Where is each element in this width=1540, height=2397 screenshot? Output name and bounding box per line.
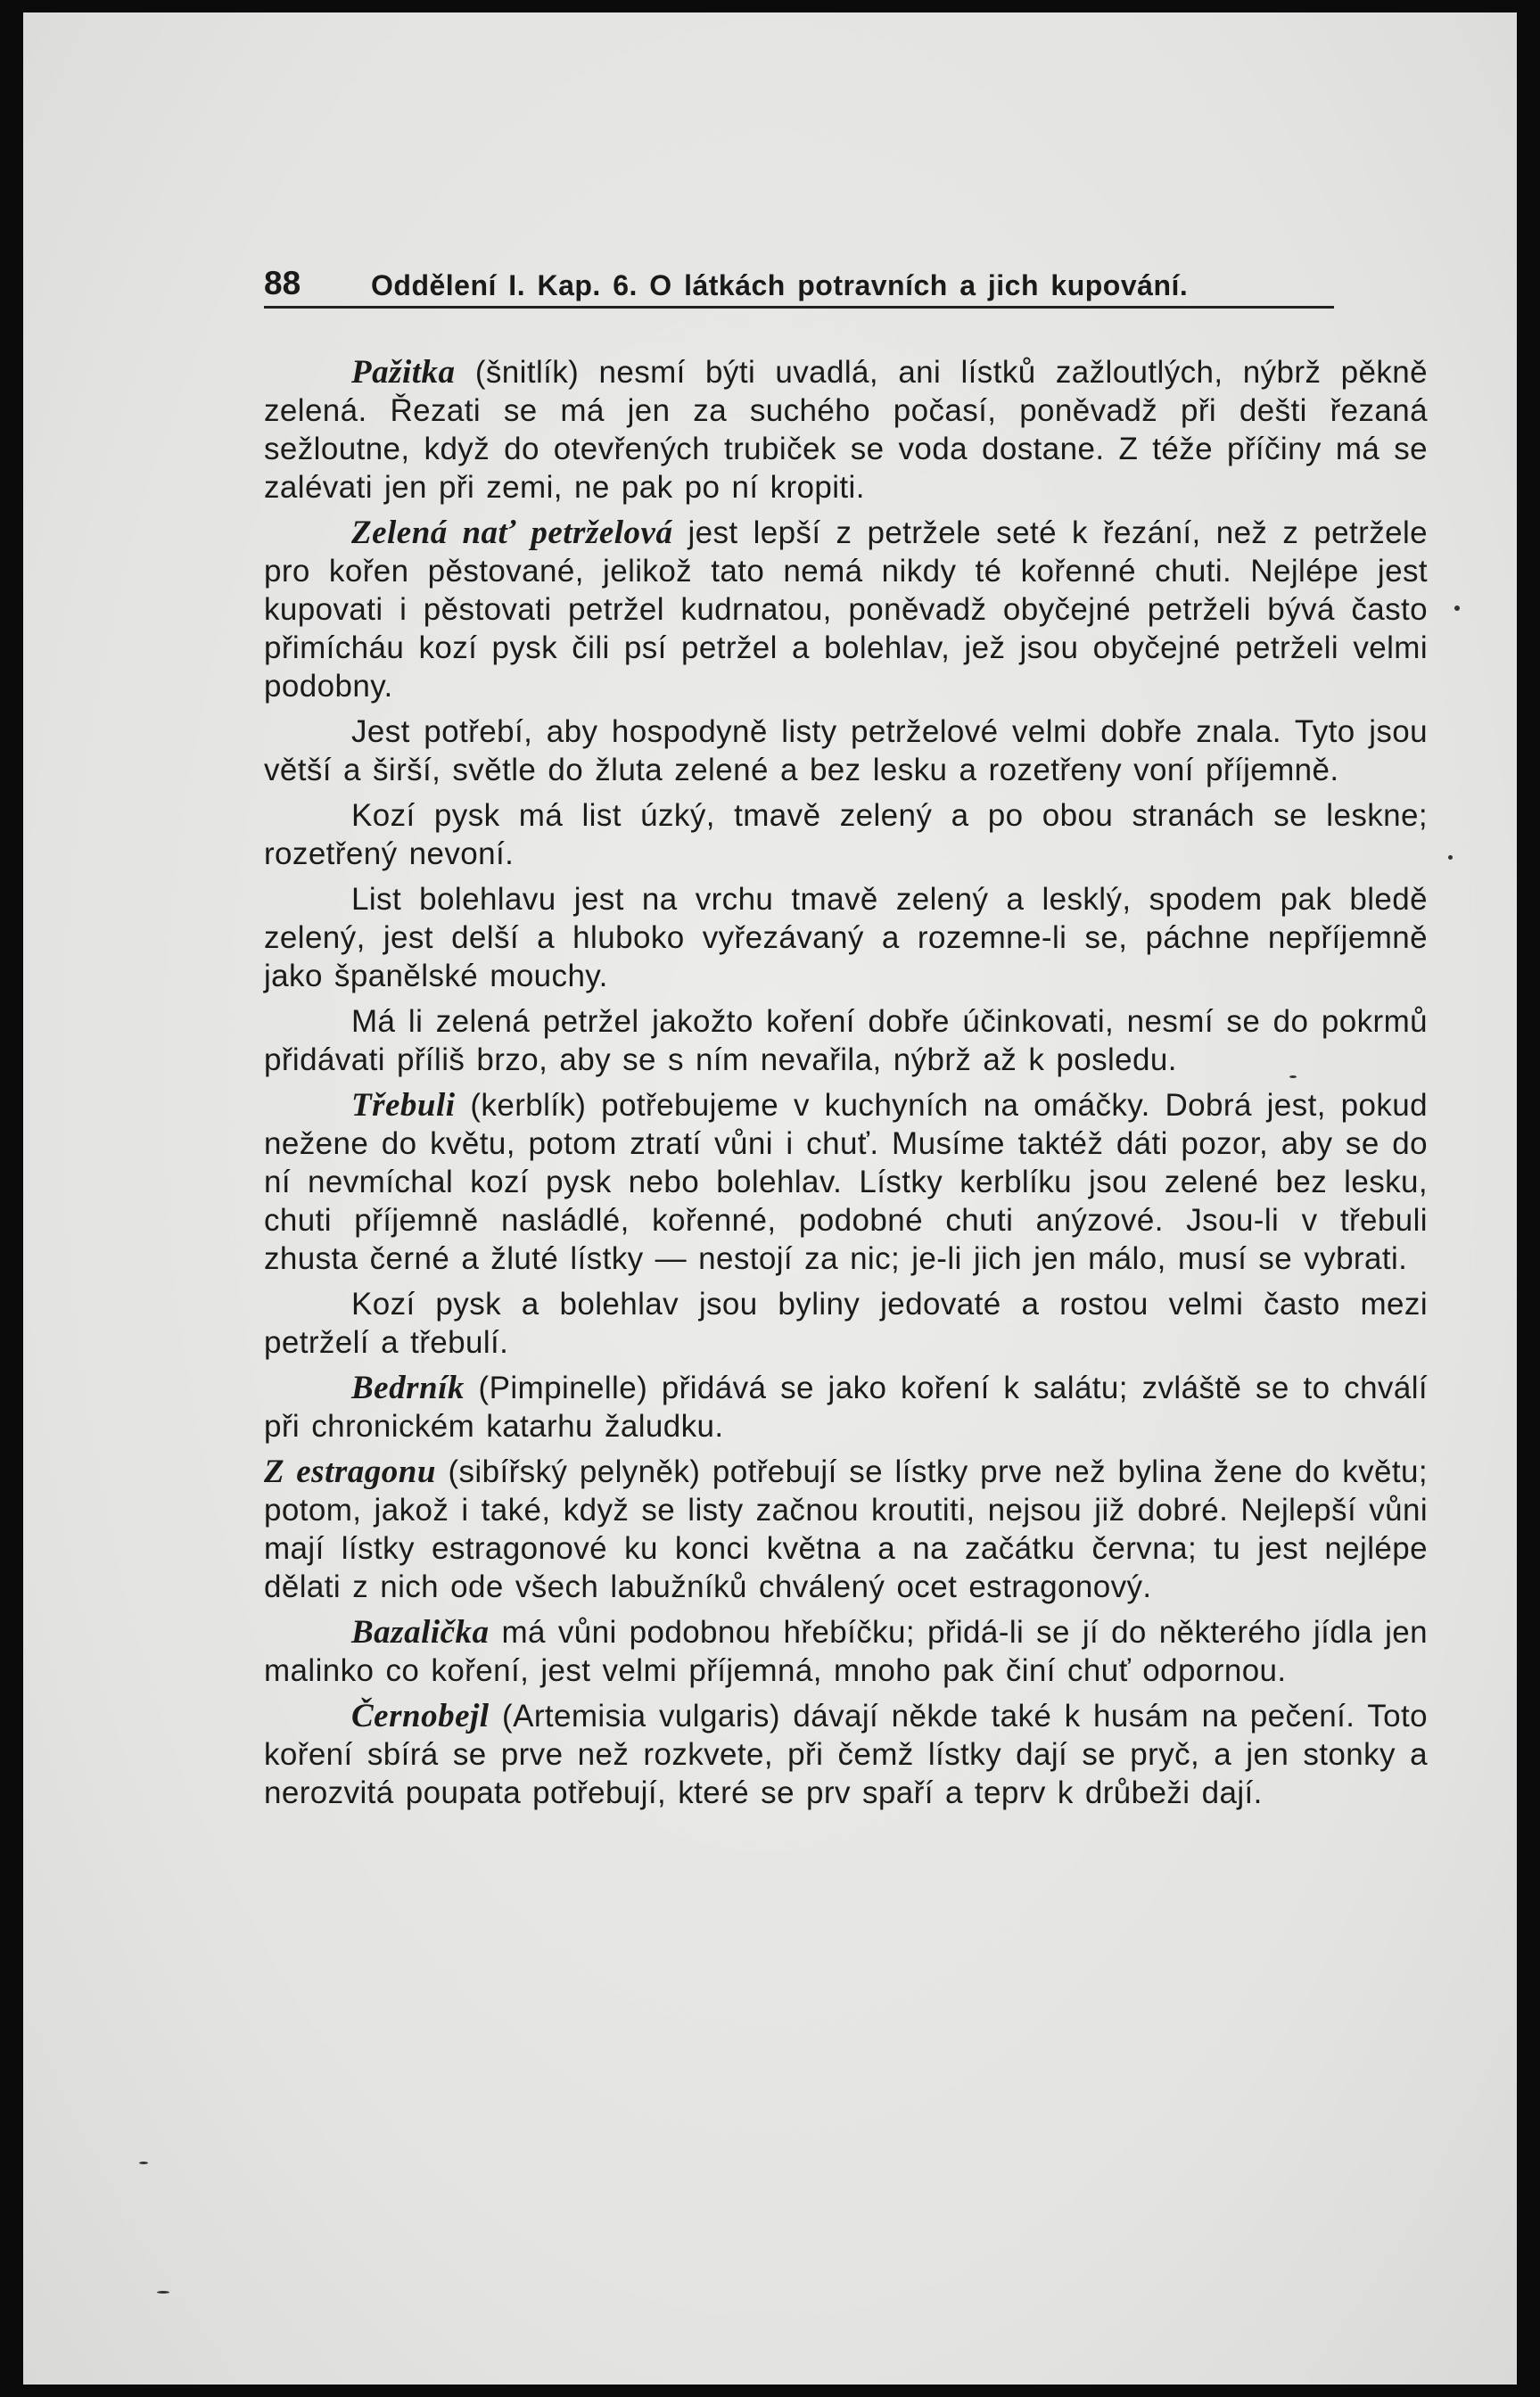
paragraph-text: (šnitlík) nesmí býti uvadlá, ani lístků zažloutlých, nýbrž pěkně zelená. Řezati se má jen za suchého počasí, poněvadž při dešti řezaná sežloutne, když do otevřených trubiček se voda dostane. Z téže příčiny má se zalévati jen při zemi, ne pak po ní kropiti. bbox=[264, 355, 1428, 505]
paragraph-listy-petrzelove bbox=[264, 713, 1428, 789]
term-bedrnik: Bedrník bbox=[351, 1370, 465, 1406]
scan-speck bbox=[139, 2162, 148, 2164]
paragraph-text: Jest potřebí, aby hospodyně listy petrželové velmi dobře znala. Tyto jsou větší a širší, světle do žluta zelené a bez lesku a rozetřeny voní příjemně. bbox=[264, 714, 1428, 787]
scan-speck bbox=[1454, 605, 1460, 611]
term-trebule: Třebuli bbox=[351, 1087, 456, 1124]
page-number: 88 bbox=[264, 265, 301, 301]
paragraph-text: (Pimpinelle) přidává se jako koření k salátu; zvláště se to chválí při chronickém katarhu žaludku. bbox=[264, 1371, 1428, 1444]
paragraph-text: Kozí pysk má list úzký, tmavě zelený a po obou stranách se leskne; rozetřený nevoní. bbox=[264, 798, 1428, 871]
scan-speck bbox=[157, 2291, 169, 2294]
scan-speck bbox=[1448, 855, 1453, 860]
paragraph-text: Kozí pysk a bolehlav jsou byliny jedovaté a rostou velmi často mezi petrželí a třebulí. bbox=[264, 1287, 1428, 1360]
paragraph-text: má vůni podobnou hřebíčku; přidá-li se jí do některého jídla jen malinko co koření, jest velmi příjemná, mnoho pak činí chuť odpornou. bbox=[264, 1615, 1428, 1688]
term-pazitka: Pažitka bbox=[351, 354, 456, 391]
paragraph-text: List bolehlavu jest na vrchu tmavě zelený a lesklý, spodem pak bledě zelený, jest delší a hluboko vyřezávaný a rozemne-li se, páchne nepříjemně jako španělské mouchy. bbox=[264, 882, 1428, 993]
paragraph-text: (kerblík) potřebujeme v kuchyních na omáčky. Dobrá jest, pokud nežene do květu, potom ztratí vůni i chuť. Musíme taktéž dáti pozor, aby se do ní nevmíchal kozí pysk nebo bolehlav. Lístky kerblíku jsou zelené bez lesku, chuti příjemně nasládlé, kořenné, podobné chuti anýzové. Jsou-li v třebuli zhusta černé a žluté lístky — nestojí za nic; je-li jich jen málo, musí se vybrati. bbox=[264, 1088, 1428, 1276]
term-bazalicka: Bazalička bbox=[351, 1614, 490, 1651]
page-header bbox=[264, 255, 1334, 309]
running-head: Oddělení I. Kap. 6. O látkách potravních a jich kupování. bbox=[371, 269, 1189, 301]
scanned-page bbox=[23, 12, 1517, 2385]
paragraph-text: jest lepší z petržele seté k řezání, než z petržele pro kořen pěstované, jelikož tato nemá nikdy té kořenné chuti. Nejlépe jest kupovati i pěstovati petržel kudrnatou, poněvadž obyčejné petrželi bývá často přimícháu kozí pysk čili psí petržel a bolehlav, jež jsou obyčejné petrželi velmi podobny. bbox=[264, 515, 1428, 704]
paragraph-bolehlav bbox=[264, 880, 1428, 995]
paragraph-cernobejl bbox=[264, 1697, 1428, 1812]
paragraph-text: (sibířský pelyněk) potřebují se lístky prve než bylina žene do květu; potom, jakož i také, když se listy začnou kroutiti, nejsou již dobré. Nejlepší vůni mají lístky estragonové ku konci května a na začátku června; tu jest nejlépe dělati z nich ode všech labužníků chválený ocet estragonový. bbox=[264, 1454, 1428, 1604]
paragraph-jedovate-byliny bbox=[264, 1285, 1428, 1362]
paragraph-zelena-petrzel bbox=[264, 1002, 1428, 1079]
paragraph-text: (Artemisia vulgaris) dávají někde také k husám na pečení. Toto koření sbírá se prve než rozkvete, při čemž lístky dají se pryč, a jen stonky a nerozvitá poupata potřebují, které se prv spaří a teprv k drůbeži dají. bbox=[264, 1699, 1428, 1810]
paragraph-zelena-nat bbox=[264, 514, 1428, 705]
paragraph-estragon bbox=[264, 1453, 1428, 1606]
paragraph-bazalicka bbox=[264, 1613, 1428, 1690]
body-text bbox=[264, 353, 1428, 1819]
term-cernobejl: Černobejl bbox=[351, 1698, 490, 1734]
paragraph-bedrnik bbox=[264, 1369, 1428, 1446]
paragraph-text: Má li zelená petržel jakožto koření dobře účinkovati, nesmí se do pokrmů přidávati příliš brzo, aby se s ním nevařila, nýbrž až k posledu. bbox=[264, 1004, 1428, 1077]
term-estragon: Z estragonu bbox=[264, 1454, 436, 1490]
paragraph-pazitka bbox=[264, 353, 1428, 507]
paragraph-trebule bbox=[264, 1086, 1428, 1278]
scan-speck bbox=[1289, 1075, 1297, 1078]
paragraph-kozi-pysk bbox=[264, 796, 1428, 873]
term-zelena-nat: Zelená nať petrželová bbox=[351, 515, 673, 551]
